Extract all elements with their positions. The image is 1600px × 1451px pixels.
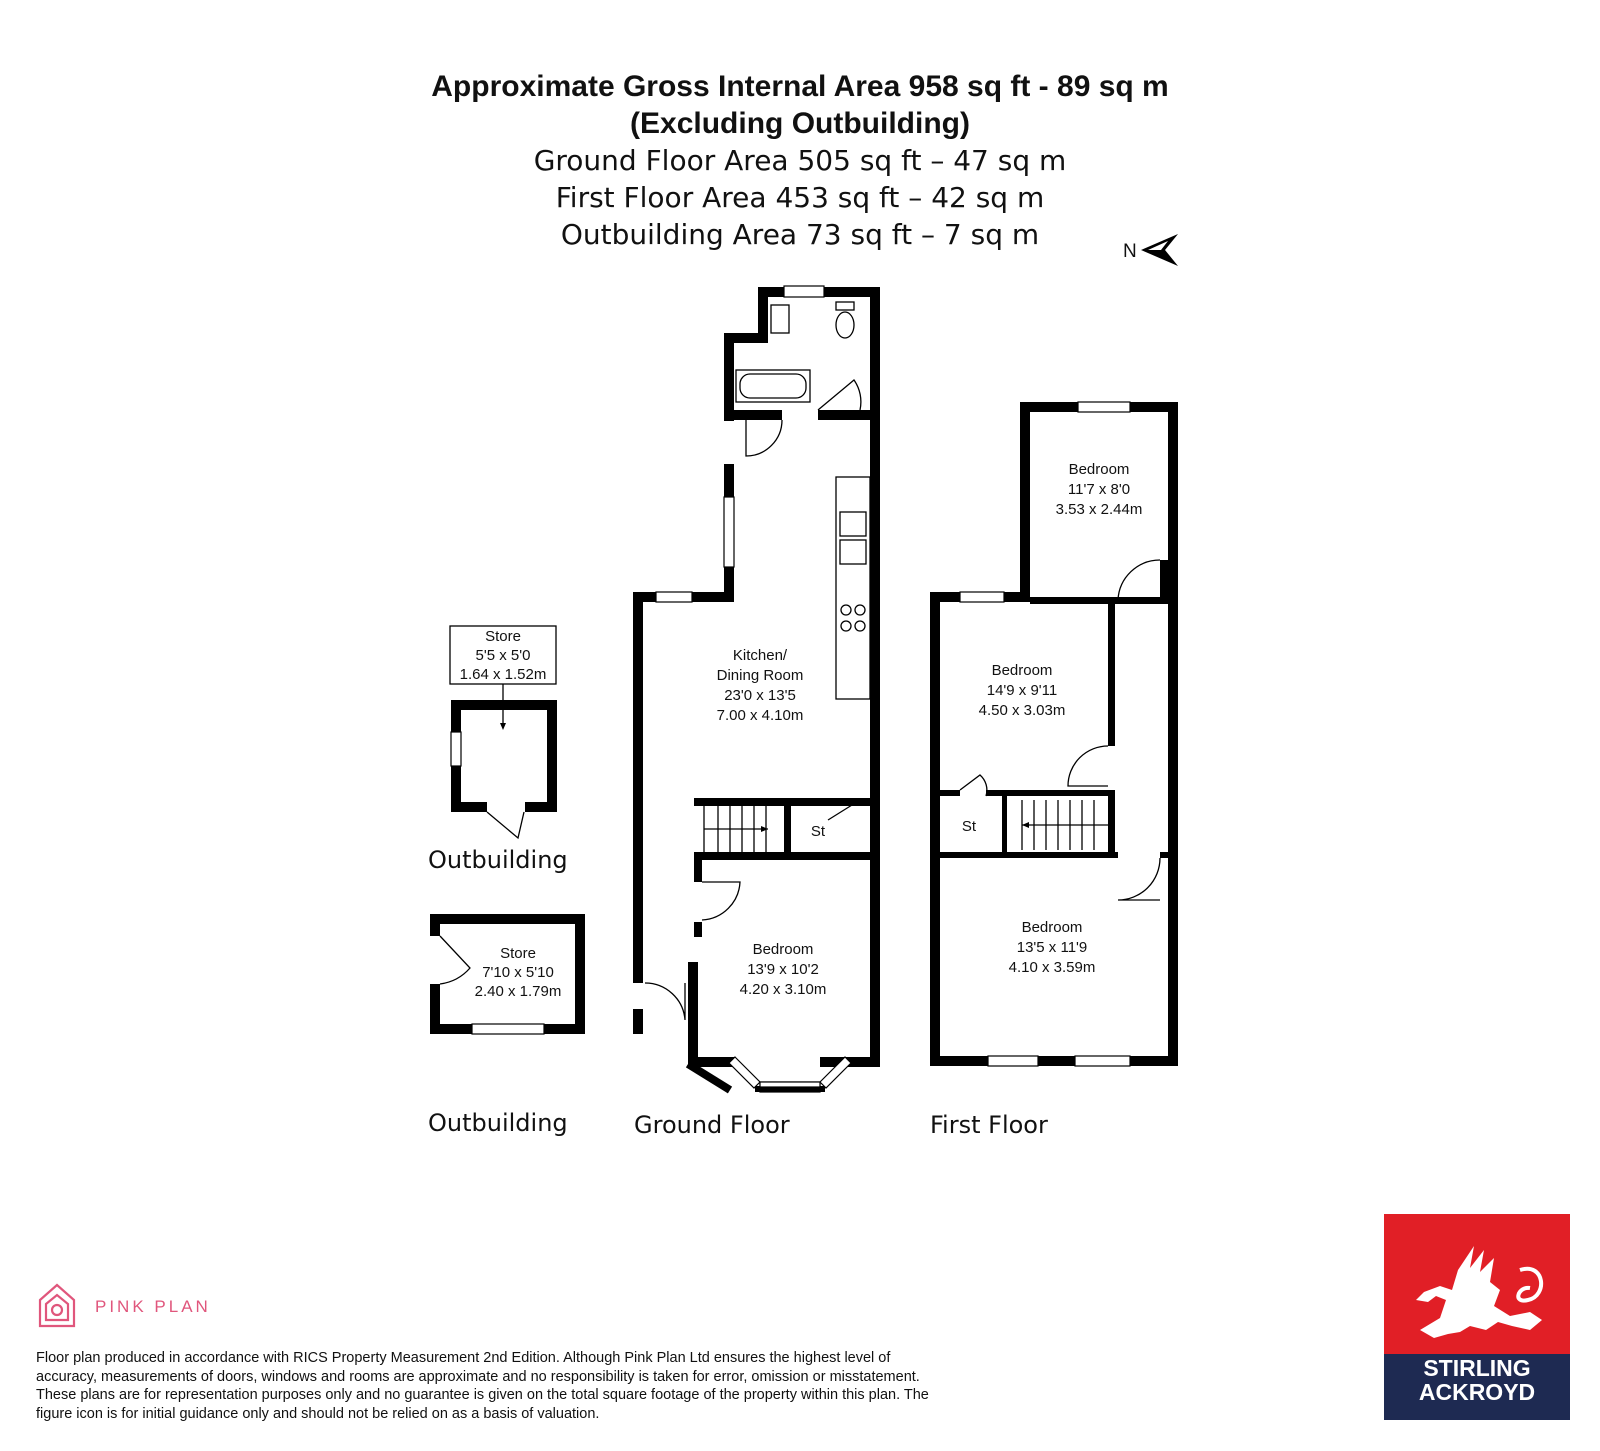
agent-line-2: ACKROYD: [1418, 1379, 1536, 1405]
first-stairs: [1022, 800, 1108, 850]
north-compass-icon: [1123, 234, 1178, 266]
gf-bedroom-metric: 4.20 x 3.10m: [739, 981, 827, 998]
ff-bedroom-rear-imperial: 11'7 x 8'0: [1067, 481, 1131, 498]
outbuilding-area: Outbuilding Area 73 sq ft – 7 sq m: [560, 218, 1040, 251]
ground-floor-plan: [633, 286, 880, 1092]
store-small-label: Store: [485, 628, 521, 645]
first-floor-label: First Floor: [930, 1111, 1048, 1139]
gf-st-label: St: [810, 823, 826, 840]
ff-bedroom-rear-metric: 3.53 x 2.44m: [1055, 501, 1143, 518]
ground-stairs: [704, 806, 768, 852]
excluding-outbuilding-heading: (Excluding Outbuilding): [630, 107, 970, 140]
gf-bedroom-label: Bedroom: [752, 941, 814, 958]
ff-bedroom-mid-metric: 4.50 x 3.03m: [978, 702, 1066, 719]
ground-floor-label: Ground Floor: [634, 1111, 790, 1139]
ground-floor-area: Ground Floor Area 505 sq ft – 47 sq m: [533, 144, 1067, 177]
store-large-imperial: 7'10 x 5'10: [482, 964, 554, 981]
first-floor-area: First Floor Area 453 sq ft – 42 sq m: [555, 181, 1045, 214]
svg-text:N: N: [1123, 241, 1137, 262]
ff-bedroom-rear-label: Bedroom: [1068, 461, 1130, 478]
ff-bedroom-front-metric: 4.10 x 3.59m: [1008, 959, 1096, 976]
agent-wordmark: [1384, 1356, 1570, 1404]
store-small-imperial: 5'5 x 5'0: [475, 647, 531, 664]
store-large-label: Store: [500, 945, 536, 962]
ff-bedroom-front-label: Bedroom: [1021, 919, 1083, 936]
pink-plan-logo-icon: [40, 1285, 74, 1326]
first-floor-plan: [930, 402, 1178, 1066]
outbuilding-large-store: [430, 914, 585, 1034]
agent-line-1: STIRLING: [1423, 1355, 1531, 1381]
outbuilding-label-1: Outbuilding: [428, 846, 568, 874]
store-large-metric: 2.40 x 1.79m: [474, 983, 562, 1000]
gf-bedroom-imperial: 13'9 x 10'2: [747, 961, 819, 978]
ff-bedroom-mid-imperial: 14'9 x 9'11: [986, 682, 1058, 699]
ff-bedroom-mid-label: Bedroom: [991, 662, 1053, 679]
kitchen-label: Kitchen/: [732, 647, 788, 664]
gross-area-heading: Approximate Gross Internal Area 958 sq ft - 89 sq m: [431, 70, 1169, 103]
store-small-metric: 1.64 x 1.52m: [459, 666, 547, 683]
ff-bedroom-front-imperial: 13'5 x 11'9: [1016, 939, 1088, 956]
outbuilding-label-2: Outbuilding: [428, 1109, 568, 1137]
pink-plan-wordmark: PINK PLAN: [95, 1297, 211, 1316]
kitchen-metric: 7.00 x 4.10m: [716, 707, 804, 724]
kitchen-imperial: 23'0 x 13'5: [724, 687, 796, 704]
kitchen-label-2: Dining Room: [716, 667, 804, 684]
outbuilding-small-store: [450, 626, 557, 838]
disclaimer-text: Floor plan produced in accordance with RICS Property Measurement 2nd Edition. Although Pink Plan Ltd ensures the highest level of accuracy, measurements of doors, windows and rooms are approximate and no responsibility is taken for error, omission or misstatement. These plans are for representation purposes only and no guarantee is given on the total square footage of the property within this plan. The figure icon is for initial guidance only and should not be relied on as a basis of valuation.: [36, 1350, 929, 1422]
ff-st-label: St: [961, 818, 977, 835]
